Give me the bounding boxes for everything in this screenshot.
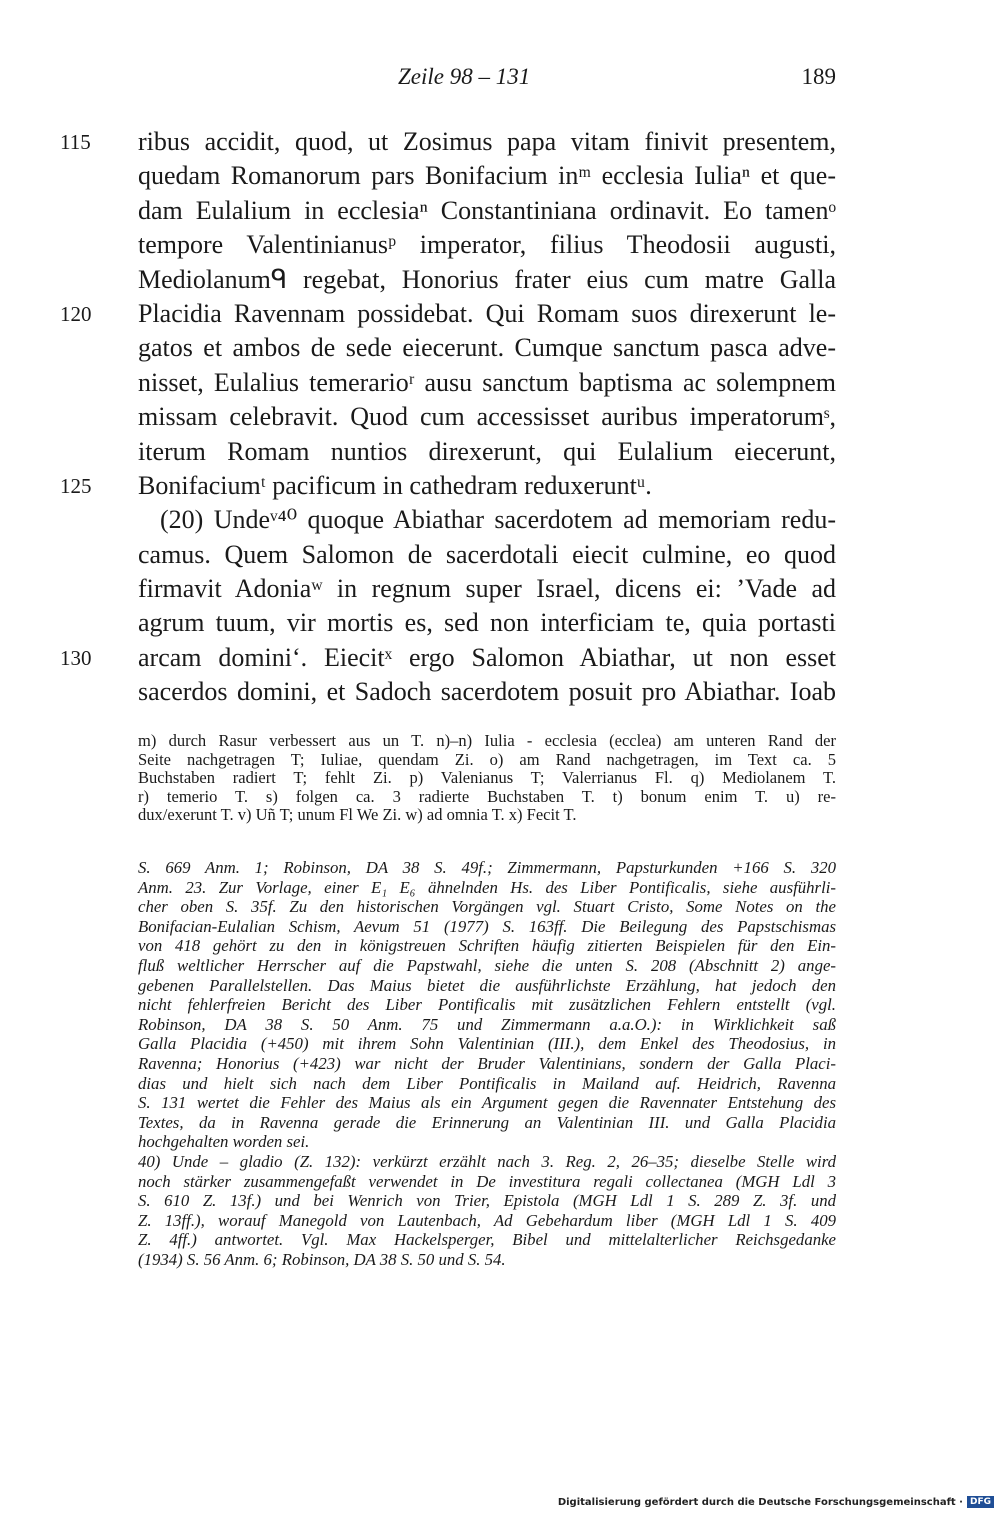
line-text: arcam domini‘. Eiecitˣ ergo Salomon Abiathar, ut non esset (138, 642, 836, 672)
line-text: quedam Romanorum pars Bonifacium inᵐ ecclesia Iuliaⁿ et que- (138, 161, 836, 191)
commentary-line: 40) Unde – gladio (Z. 132): verkürzt erzählt nach 3. Reg. 2, 26–35; dieselbe Stelle wird (138, 1151, 836, 1171)
line-text: tempore Valentinianusᵖ imperator, filius Theodosii augusti, (138, 230, 836, 260)
line-text: gatos et ambos de sede eiecerunt. Cumque sanctum pasca adve- (138, 333, 836, 363)
apparatus-line: m) durch Rasur verbessert aus un T. n)–n) Iulia - ecclesia (ecclea) am unteren Rand der (138, 731, 836, 750)
running-title: Zeile 98 – 131 (398, 64, 531, 89)
text-line (138, 572, 836, 606)
line-text: missam celebravit. Quod cum accessisset auribus imperatorumˢ, (138, 402, 836, 432)
text-line (138, 263, 836, 297)
commentary-line: fluß weltlicher Herrscher auf die Papstwahl, siehe die unten S. 208 (Abschnitt 2) ange- (138, 955, 836, 975)
line-text: Mediolanumᑫ regebat, Honorius frater eius cum matre Galla (138, 264, 836, 294)
line-number: 130 (60, 645, 92, 670)
line-text: (20) Undeᵛ⁴⁰ quoque Abiathar sacerdotem ad memoriam redu- (160, 505, 836, 535)
text-line (60, 125, 836, 159)
apparatus-line: Buchstaben radiert T; fehlt Zi. p) Valenianus T; Valerrianus Fl. q) Mediolanem T. (138, 768, 836, 788)
commentary-line: S. 610 Z. 13f.) und bei Wenrich von Trier, Epistola (MGH Ldl 1 S. 289 Z. 3f. und (138, 1191, 836, 1211)
commentary-line: S. 669 Anm. 1; Robinson, DA 38 S. 49f.; Zimmermann, Papsturkunden +166 S. 320 (138, 858, 836, 877)
text-line (138, 435, 836, 469)
text-line (60, 641, 836, 675)
commentary-line: noch stärker zusammengefaßt verwendet in De investitura regali collectanea (MGH Ldl 3 (138, 1171, 836, 1191)
commentary-line: (1934) S. 56 Anm. 6; Robinson, DA 38 S. 50 und S. 54. (138, 1249, 506, 1269)
line-text: firmavit Adoniaʷ in regnum super Israel, dicens ei: ’Vade ad (138, 574, 836, 604)
line-text: Bonifaciumᵗ pacificum in cathedram reduxeruntᵘ. (138, 470, 652, 500)
line-text: sacerdos domini, et Sadoch sacerdotem posuit pro Abiathar. Ioab (138, 677, 836, 707)
commentary-line: Z. 4ff.) antwortet. Vgl. Max Hackelsperger, Bibel und mittelalterlicher Reichsgedanke (138, 1230, 836, 1250)
text-line (138, 675, 836, 709)
text-line (60, 297, 836, 331)
line-text: iterum Romam nuntios direxerunt, qui Eulalium eiecerunt, (138, 436, 836, 466)
text-line (138, 366, 836, 400)
text-line (138, 194, 836, 228)
commentary-line: von 418 gehört zu den in königstreuen Schriften häufig zitierten Beispielen für den Ein- (138, 936, 836, 956)
commentary-line: Galla Placidia (+450) mit ihrem Sohn Valentinian (III.), dem Enkel des Theodosius, in (138, 1034, 836, 1054)
text-line (138, 538, 836, 572)
apparatus-line: r) temerio T. s) folgen ca. 3 radierte Buchstaben T. t) bonum enim T. u) re- (138, 786, 836, 806)
commentary-line: Anm. 23. Zur Vorlage, einer E₁ E₆ ähnelnden Hs. des Liber Pontificalis, siehe ausführli- (138, 877, 836, 897)
main-text (60, 125, 836, 710)
line-text: nisset, Eulalius temerarioʳ ausu sanctum baptisma ac solempnem (138, 367, 836, 397)
text-line (138, 400, 836, 434)
commentary-line: nicht fehlerfreien Bericht des Liber Pontificalis mit zusätzlichen Fehlern entstellt (vgl. (138, 995, 836, 1015)
text-line (138, 331, 836, 365)
commentary-line: Z. 13ff.), worauf Manegold von Lautenbach, Ad Gebehardum liber (MGH Ldl 1 S. 409 (138, 1210, 836, 1230)
commentary-line: Bonifacian-Eulalian Schism, Aevum 51 (1977) S. 163ff. Die Beilegung des Papstschismas (138, 916, 836, 936)
commentary-line: dias und hielt sich nach dem Liber Pontificalis in Mailand auf. Heidrich, Ravenna (138, 1073, 836, 1093)
text-line (60, 469, 836, 503)
commentary-line: cher oben S. 35f. Zu den historischen Vorgängen vgl. Stuart Cristo, Some Notes on the (138, 897, 836, 917)
commentary-line: Ravenna; Honorius (+423) war nicht der Bruder Valentinians, sondern der Galla Placi- (138, 1053, 836, 1073)
line-text: camus. Quem Salomon de sacerdotali eiecit culmine, eo quod (138, 539, 836, 569)
page-header (0, 64, 1000, 94)
text-line (138, 606, 836, 640)
line-number: 115 (60, 130, 91, 154)
line-number: 120 (60, 301, 92, 326)
text-line (138, 503, 836, 537)
commentary-line: Robinson, DA 38 S. 50 Anm. 75 und Zimmermann a.a.O.): in Wirklichkeit saß (138, 1014, 836, 1034)
text-line (138, 159, 836, 193)
line-text: ribus accidit, quod, ut Zosimus papa vitam finivit presentem, (138, 127, 836, 156)
commentary-line: hochgehalten worden sei. (138, 1132, 310, 1152)
commentary-notes (138, 858, 836, 1269)
credit-text: Digitalisierung gefördert durch die Deutsche Forschungsgemeinschaft · (557, 1496, 963, 1508)
apparatus-line: Seite nachgetragen T; Iuliae, quendam Zi. o) am Rand nachgetragen, im Text ca. 5 (138, 749, 836, 769)
digitization-credit (558, 1496, 994, 1508)
critical-apparatus (138, 732, 836, 825)
commentary-line: Textes, da in Ravenna gerade die Erinnerung an Valentinian III. und Galla Placidia (138, 1112, 836, 1132)
page-number: 189 (801, 64, 836, 89)
dfg-logo-icon: DFG (967, 1496, 994, 1508)
line-text: agrum tuum, vir mortis es, sed non interficiam te, quia portasti (138, 608, 836, 638)
text-line (138, 228, 836, 262)
line-text: Placidia Ravennam possidebat. Qui Romam suos direxerunt le- (138, 298, 836, 328)
line-text: dam Eulalium in ecclesiaⁿ Constantiniana ordinavit. Eo tamenᵒ (138, 195, 836, 225)
commentary-line: S. 131 wertet die Fehler des Maius als ein Argument gegen die Ravennater Entstehung des (138, 1093, 836, 1113)
commentary-line: gebenen Parallelstellen. Das Maius bietet die ausführlichste Erzählung, hat jedoch den (138, 975, 836, 995)
apparatus-line: dux/exerunt T. v) Uñ T; unum Fl We Zi. w) ad omnia T. x) Fecit T. (138, 805, 577, 825)
line-number: 125 (60, 473, 92, 498)
